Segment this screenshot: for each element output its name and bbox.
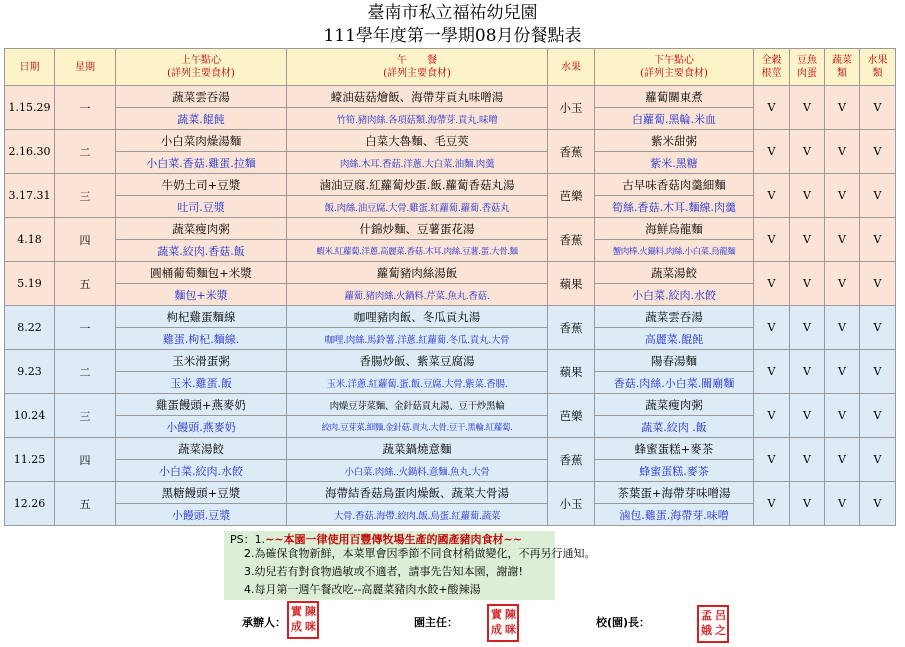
check-protein: V	[790, 130, 825, 174]
table-row	[5, 306, 896, 328]
pm-snack: 紫米甜粥	[595, 130, 754, 152]
pm-snack: 海鮮烏龍麵	[595, 218, 754, 240]
pm-snack-ingredients: 香菇.肉絲.小白菜.關廟麵	[595, 372, 754, 394]
director-stamp	[487, 604, 519, 642]
lunch-ingredients: 咖哩.肉絲.馬鈴薯.洋蔥.紅蘿蔔.冬瓜.貢丸.大骨	[287, 328, 548, 350]
fruit: 芭樂	[548, 174, 595, 218]
check-protein: V	[790, 174, 825, 218]
lunch-ingredients: 蝦米.紅蘿蔔.洋蔥.高麗菜.香菇.木耳.肉絲.豆薯.蛋.大骨.麵	[287, 240, 548, 262]
row-date: 5.19	[5, 262, 55, 306]
row-date: 9.23	[5, 350, 55, 394]
lunch: 蘿蔔豬肉絲湯飯	[287, 262, 548, 284]
check-veg: V	[825, 262, 860, 306]
principal-label: 校(園)長：	[596, 616, 651, 629]
lunch: 什錦炒麵、豆薯蛋花湯	[287, 218, 548, 240]
fruit: 香蕉	[548, 306, 595, 350]
check-fruit: V	[860, 218, 896, 262]
check-grains: V	[754, 218, 790, 262]
lunch-ingredients: 肉絲.木耳.香菇.洋蔥.大白菜.油麵.肉羹	[287, 152, 548, 174]
header-pm-snack-title: 下午點心	[654, 55, 694, 66]
table-row	[5, 130, 896, 152]
note-4: 4.每月第一週午餐改吃--高麗菜豬肉水餃+酸辣湯	[244, 583, 481, 596]
stamp-char: 陳	[305, 605, 316, 618]
stamp-char: 之	[715, 624, 726, 637]
pm-snack-ingredients: 高麗菜.餛飩	[595, 328, 754, 350]
header-grains-2: 根莖	[761, 68, 782, 79]
check-grains: V	[754, 394, 790, 438]
pm-snack: 茶葉蛋+海帶芽味噌湯	[595, 482, 754, 504]
fruit: 蘋果	[548, 350, 595, 394]
fruit: 小玉	[548, 86, 595, 130]
check-veg: V	[825, 394, 860, 438]
row-date: 10.24	[5, 394, 55, 438]
table-row	[5, 218, 896, 240]
am-snack-ingredients: 雞蛋.枸杞.麵線.	[116, 328, 287, 350]
table-row	[5, 394, 896, 416]
pm-snack-ingredients: 筍絲.香菇.木耳.麵線.肉羹	[595, 196, 754, 218]
check-protein: V	[790, 438, 825, 482]
stamp-char: 孟	[701, 609, 712, 622]
am-snack: 雞蛋饅頭+燕麥奶	[116, 394, 287, 416]
table-row	[5, 174, 896, 196]
pm-snack-ingredients: 小白菜.絞肉.水餃	[595, 284, 754, 306]
header-veg-1: 蔬菜	[832, 55, 852, 66]
lunch-ingredients: 小白菜.肉絲..火鍋料.意麵.魚丸.大骨	[287, 460, 548, 482]
pm-snack: 蜂蜜蛋糕+麥茶	[595, 438, 754, 460]
stamp-char: 咪	[305, 620, 316, 633]
header-lunch-note: (詳列主要食材)	[383, 68, 451, 79]
note-1-prefix: PS：1.	[230, 533, 266, 546]
header-fruit-group	[860, 49, 896, 86]
note-1-highlight: ~~本園一律使用百豐傳牧場生產的國產豬肉食材~~	[265, 533, 522, 546]
stamp-char: 呂	[715, 609, 726, 622]
notes-box	[224, 531, 596, 600]
check-grains: V	[754, 482, 790, 526]
school-name: 臺南市私立福祐幼兒園	[367, 3, 538, 23]
check-fruit: V	[860, 174, 896, 218]
stamp-char: 成	[491, 623, 502, 636]
check-protein: V	[790, 218, 825, 262]
header-pm-snack-note: (詳列主要食材)	[640, 68, 708, 79]
menu-table	[4, 48, 896, 526]
header-grains-1: 全穀	[761, 55, 782, 66]
row-date: 8.22	[5, 306, 55, 350]
check-fruit: V	[860, 262, 896, 306]
check-veg: V	[825, 130, 860, 174]
am-snack-ingredients: 吐司.豆漿	[116, 196, 287, 218]
row-weekday: 三	[55, 394, 116, 438]
am-snack: 蔬菜瘦肉粥	[116, 218, 287, 240]
header-am-snack-note: (詳列主要食材)	[167, 68, 235, 79]
header-protein-2: 肉蛋	[797, 68, 817, 79]
header-pm-snack	[595, 49, 754, 86]
check-veg: V	[825, 86, 860, 130]
header-protein-1: 豆魚	[797, 55, 817, 66]
am-snack: 枸杞雞蛋麵線	[116, 306, 287, 328]
fruit: 香蕉	[548, 130, 595, 174]
preparer-stamp	[287, 601, 319, 639]
check-protein: V	[790, 262, 825, 306]
am-snack-ingredients: 小饅頭.豆漿	[116, 504, 287, 526]
lunch: 咖哩豬肉飯、冬瓜貢丸湯	[287, 306, 548, 328]
table-row	[5, 438, 896, 460]
am-snack: 圓桶葡萄麵包+米漿	[116, 262, 287, 284]
row-date: 11.25	[5, 438, 55, 482]
stamp-char: 娥	[701, 624, 712, 637]
lunch: 肉燥豆芽菜麵、金針菇貢丸湯、豆干炒黑輪	[287, 394, 548, 416]
am-snack: 小白菜肉燥湯麵	[116, 130, 287, 152]
header-fruit-group-1: 水果	[867, 55, 888, 66]
am-snack-ingredients: 麵包+米漿	[116, 284, 287, 306]
check-fruit: V	[860, 86, 896, 130]
stamp-char: 成	[291, 620, 302, 633]
pm-snack-ingredients: 蜂蜜蛋糕.麥茶	[595, 460, 754, 482]
note-2: 2.為確保食物新鮮，本菜單會因季節不同食材稍做變化，不再另行通知。	[244, 547, 596, 560]
check-fruit: V	[860, 306, 896, 350]
check-grains: V	[754, 306, 790, 350]
am-snack: 玉米滑蛋粥	[116, 350, 287, 372]
lunch-ingredients: 大骨.香菇.海帶.絞肉.飯.鳥蛋.紅蘿蔔.蔬菜	[287, 504, 548, 526]
pm-snack-ingredients: 蟹肉棒.火鍋料.肉絲.小白菜.烏龍麵	[595, 240, 754, 262]
check-grains: V	[754, 438, 790, 482]
row-weekday: 一	[55, 86, 116, 130]
header-veg	[825, 49, 860, 86]
header-am-snack	[116, 49, 287, 86]
am-snack-ingredients: 小白菜.絞肉.水餃	[116, 460, 287, 482]
lunch-ingredients: 蘿蔔.豬肉絲.火鍋料.芹菜.魚丸.香菇.	[287, 284, 548, 306]
pm-snack-ingredients: 白蘿蔔.黑輪.米血	[595, 108, 754, 130]
pm-snack-ingredients: 紫米.黑糖	[595, 152, 754, 174]
check-veg: V	[825, 306, 860, 350]
pm-snack-ingredients: 滷包.雞蛋.海帶芽.味噌	[595, 504, 754, 526]
header-protein	[790, 49, 825, 86]
check-fruit: V	[860, 438, 896, 482]
row-date: 3.17.31	[5, 174, 55, 218]
row-date: 4.18	[5, 218, 55, 262]
am-snack: 蔬菜湯餃	[116, 438, 287, 460]
row-weekday: 四	[55, 218, 116, 262]
am-snack: 蔬菜雲吞湯	[116, 86, 287, 108]
fruit: 香蕉	[548, 438, 595, 482]
header-fruit: 水果	[548, 49, 595, 86]
lunch: 蠔油菇菇燴飯、海帶芽貢丸味噌湯	[287, 86, 548, 108]
stamp-char: 實	[291, 605, 302, 618]
row-weekday: 二	[55, 350, 116, 394]
pm-snack: 古早味香菇肉羹細麵	[595, 174, 754, 196]
row-weekday: 一	[55, 306, 116, 350]
row-weekday: 五	[55, 482, 116, 526]
menu-body	[5, 86, 896, 526]
check-veg: V	[825, 174, 860, 218]
fruit: 蘋果	[548, 262, 595, 306]
pm-snack: 陽春湯麵	[595, 350, 754, 372]
lunch-ingredients: 竹筍.豬肉絲.各項菇類.海帶芽.貢丸.味噌	[287, 108, 548, 130]
check-protein: V	[790, 86, 825, 130]
check-grains: V	[754, 86, 790, 130]
row-weekday: 四	[55, 438, 116, 482]
principal-stamp	[697, 605, 729, 643]
check-protein: V	[790, 482, 825, 526]
row-date: 1.15.29	[5, 86, 55, 130]
check-protein: V	[790, 394, 825, 438]
lunch: 蔬菜鍋燒意麵	[287, 438, 548, 460]
header-row	[5, 49, 896, 86]
table-row	[5, 86, 896, 108]
table-row	[5, 482, 896, 504]
pm-snack: 蔬菜瘦肉粥	[595, 394, 754, 416]
stamp-char: 咪	[505, 623, 516, 636]
header-fruit-group-2: 類	[872, 68, 883, 79]
header-lunch-title: 午 餐	[397, 55, 437, 66]
check-grains: V	[754, 262, 790, 306]
am-snack-ingredients: 小饅頭.燕麥奶	[116, 416, 287, 438]
note-1	[230, 533, 522, 547]
menu-title: 111學年度第一學期08月份餐點表	[323, 26, 582, 46]
am-snack-ingredients: 玉米.雞蛋.飯	[116, 372, 287, 394]
lunch: 白菜大魯麵、毛豆莢	[287, 130, 548, 152]
header-lunch	[287, 49, 548, 86]
check-protein: V	[790, 306, 825, 350]
check-fruit: V	[860, 350, 896, 394]
stamp-char: 實	[491, 608, 502, 621]
check-protein: V	[790, 350, 825, 394]
lunch: 香腸炒飯、紫菜豆腐湯	[287, 350, 548, 372]
am-snack-ingredients: 蔬菜.絞肉.香菇.飯	[116, 240, 287, 262]
lunch: 海帶結香菇鳥蛋肉燥飯、蔬菜大骨湯	[287, 482, 548, 504]
check-fruit: V	[860, 394, 896, 438]
check-veg: V	[825, 218, 860, 262]
preparer-label: 承辦人：	[242, 616, 286, 629]
lunch-ingredients: 玉米.洋蔥.紅蘿蔔.蛋.飯.豆腐.大骨.紫菜.香腸.	[287, 372, 548, 394]
stamp-char: 陳	[505, 608, 516, 621]
lunch: 滷油豆腐.紅蘿蔔炒蛋.飯.蘿蔔香菇丸湯	[287, 174, 548, 196]
note-3: 3.幼兒若有對食物過敏或不適者，請事先告知本園，謝謝!	[244, 565, 523, 578]
fruit: 小玉	[548, 482, 595, 526]
header-am-snack-title: 上午點心	[181, 55, 221, 66]
table-row	[5, 262, 896, 284]
am-snack: 牛奶土司+豆漿	[116, 174, 287, 196]
pm-snack: 蘿蔔關東煮	[595, 86, 754, 108]
pm-snack: 蔬菜雲吞湯	[595, 306, 754, 328]
header-veg-2: 類	[837, 68, 847, 79]
check-fruit: V	[860, 130, 896, 174]
header-weekday: 星期	[55, 49, 116, 86]
am-snack-ingredients: 小白菜.香菇.雞蛋.拉麵	[116, 152, 287, 174]
row-date: 12.26	[5, 482, 55, 526]
table-row	[5, 350, 896, 372]
check-grains: V	[754, 350, 790, 394]
row-weekday: 三	[55, 174, 116, 218]
header-grains	[754, 49, 790, 86]
lunch-ingredients: 飯.肉絲.油豆腐.大骨.雞蛋.紅蘿蔔.蘿蔔.香菇丸	[287, 196, 548, 218]
row-date: 2.16.30	[5, 130, 55, 174]
director-label: 園主任：	[414, 616, 458, 629]
header-date: 日期	[5, 49, 55, 86]
check-veg: V	[825, 350, 860, 394]
check-grains: V	[754, 130, 790, 174]
check-grains: V	[754, 174, 790, 218]
fruit: 芭樂	[548, 394, 595, 438]
row-weekday: 五	[55, 262, 116, 306]
check-fruit: V	[860, 482, 896, 526]
am-snack-ingredients: 蔬菜.餛飩	[116, 108, 287, 130]
pm-snack-ingredients: 蔬菜.絞肉 .飯	[595, 416, 754, 438]
fruit: 香蕉	[548, 218, 595, 262]
pm-snack: 蔬菜湯餃	[595, 262, 754, 284]
row-weekday: 二	[55, 130, 116, 174]
check-veg: V	[825, 482, 860, 526]
check-veg: V	[825, 438, 860, 482]
lunch-ingredients: 絞肉.豆芽菜.細麵.金針菇.貢丸.大骨.豆干.黑輪.紅蘿蔔.	[287, 416, 548, 438]
am-snack: 黑糖饅頭+豆漿	[116, 482, 287, 504]
